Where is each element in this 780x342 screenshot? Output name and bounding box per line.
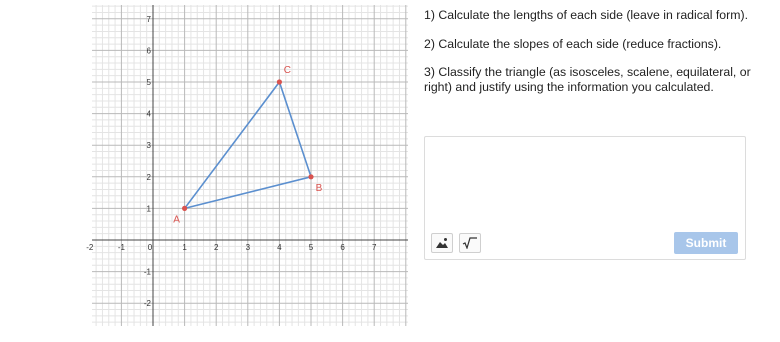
square-root-icon <box>462 237 478 249</box>
y-tick-label: 6 <box>146 46 151 56</box>
image-upload-button[interactable] <box>431 233 453 253</box>
question-3: 3) Classify the triangle (as isosceles, scalene, equilateral, or right) and justify using the information you calculated. <box>424 65 751 94</box>
math-editor-button[interactable] <box>459 233 481 253</box>
y-tick-label: 2 <box>146 172 151 182</box>
question-2: 2) Calculate the slopes of each side (reduce fractions). <box>424 36 722 51</box>
point-label-c: C <box>283 65 292 76</box>
image-upload-icon <box>435 237 449 249</box>
x-tick-label: 4 <box>277 243 282 252</box>
point-b <box>308 174 313 179</box>
y-tick-label: 7 <box>146 14 151 24</box>
point-label-a: A <box>173 214 180 226</box>
y-tick-label: -2 <box>143 299 151 309</box>
y-tick-label: 3 <box>146 141 151 151</box>
x-tick-label: 3 <box>245 243 251 252</box>
x-tick-label: 2 <box>213 243 219 252</box>
x-tick-label: -2 <box>86 243 94 252</box>
tick-labels <box>86 15 377 308</box>
point-c <box>277 79 282 84</box>
y-tick-label: 5 <box>146 78 151 87</box>
x-tick-label: 7 <box>371 243 377 252</box>
point-a <box>182 206 187 211</box>
x-tick-label: 1 <box>182 243 187 252</box>
x-tick-label: 6 <box>340 243 345 252</box>
x-tick-label: 5 <box>308 243 314 252</box>
x-tick-label: 0 <box>147 243 153 252</box>
submit-button[interactable]: Submit <box>674 232 738 254</box>
minor-grid <box>92 5 408 326</box>
questions-panel <box>424 8 754 108</box>
y-tick-label: 4 <box>146 109 151 119</box>
y-tick-label: 1 <box>146 204 151 214</box>
question-1: 1) Calculate the lengths of each side (leave in radical form). <box>424 8 748 22</box>
x-tick-label: -1 <box>117 243 125 252</box>
y-tick-label: -1 <box>143 267 151 277</box>
point-label-b: B <box>315 182 323 194</box>
